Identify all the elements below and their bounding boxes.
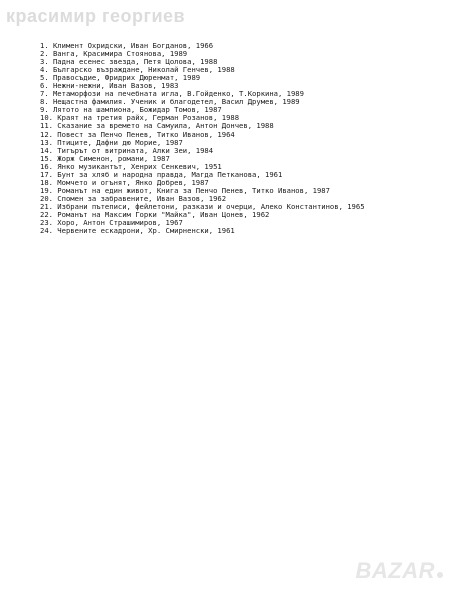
list-item: 4. Българско възраждане, Николай Генчев, 1988: [40, 65, 235, 75]
list-item: 1. Климент Охридски, Иван Богданов, 1966: [40, 41, 214, 50]
list-item: 19. Романът на един живот, Книга за Пенчо Пенев, Титко Иванов, 1987: [40, 185, 330, 195]
list-item: 12. Повест за Пенчо Пенев, Титко Иванов, 1964: [40, 129, 235, 139]
bazar-logo: BAZAR: [356, 558, 444, 584]
book-list: [40, 42, 365, 235]
list-item: 8. Нещастна фамилия. Ученик и благодетел, Васил Друмев, 1989: [40, 97, 300, 107]
list-item: 5. Правосъдие, Фридрих Дюренмат, 1989: [40, 73, 201, 83]
list-item: 3. Падна есенес звезда, Петя Цолова, 1988: [40, 57, 218, 67]
watermark: красимир георгиев: [6, 6, 186, 26]
list-item: 7. Метаморфози на печебната игла, В.Гойденко, Т.Коркина, 1989: [40, 89, 304, 99]
list-item: 17. Бунт за хляб и народна правда, Магда Петканова, 1961: [40, 169, 283, 179]
list-item: 15. Жорж Сименон, романи, 1987: [40, 153, 170, 163]
list-item: 11. Сказание за времето на Самуила, Антон Дончев, 1988: [40, 121, 274, 131]
list-item: 16. Янко музикантът, Хенрих Сенкевич, 1951: [40, 161, 222, 171]
logo-dot-icon: [437, 572, 443, 578]
list-item: 20. Спомен за забравените, Иван Вазов, 1962: [40, 193, 227, 203]
list-item: 2. Ванга, Красимира Стоянова, 1989: [40, 49, 188, 59]
list-item: 14. Тигърът от витрината, Алки Зеи, 1984: [40, 145, 214, 155]
list-item: 22. Романът на Максим Горки "Майка", Иван Цонев, 1962: [40, 209, 270, 219]
list-item: 13. Птиците, Дафни дю Морие, 1987: [40, 137, 183, 147]
list-item: 9. Лятото на шампиона, Божидар Томов, 1987: [40, 105, 222, 115]
list-item: 24. Червените ескадрони, Хр. Смирненски, 1961: [40, 226, 235, 236]
list-item: 6. Нежни-нежни, Иван Вазов, 1983: [40, 81, 179, 91]
list-item: 10. Краят на третия райх, Герман Розанов, 1988: [40, 113, 240, 123]
list-item: 21. Избрани пътеписи, фейлетони, разкази и очерци, Алеко Константинов, 1965: [40, 201, 365, 211]
list-item: 18. Момчето и огънят, Янко Добрев, 1987: [40, 177, 209, 187]
list-item: 23. Хоро, Антон Страшимиров, 1967: [40, 218, 183, 228]
